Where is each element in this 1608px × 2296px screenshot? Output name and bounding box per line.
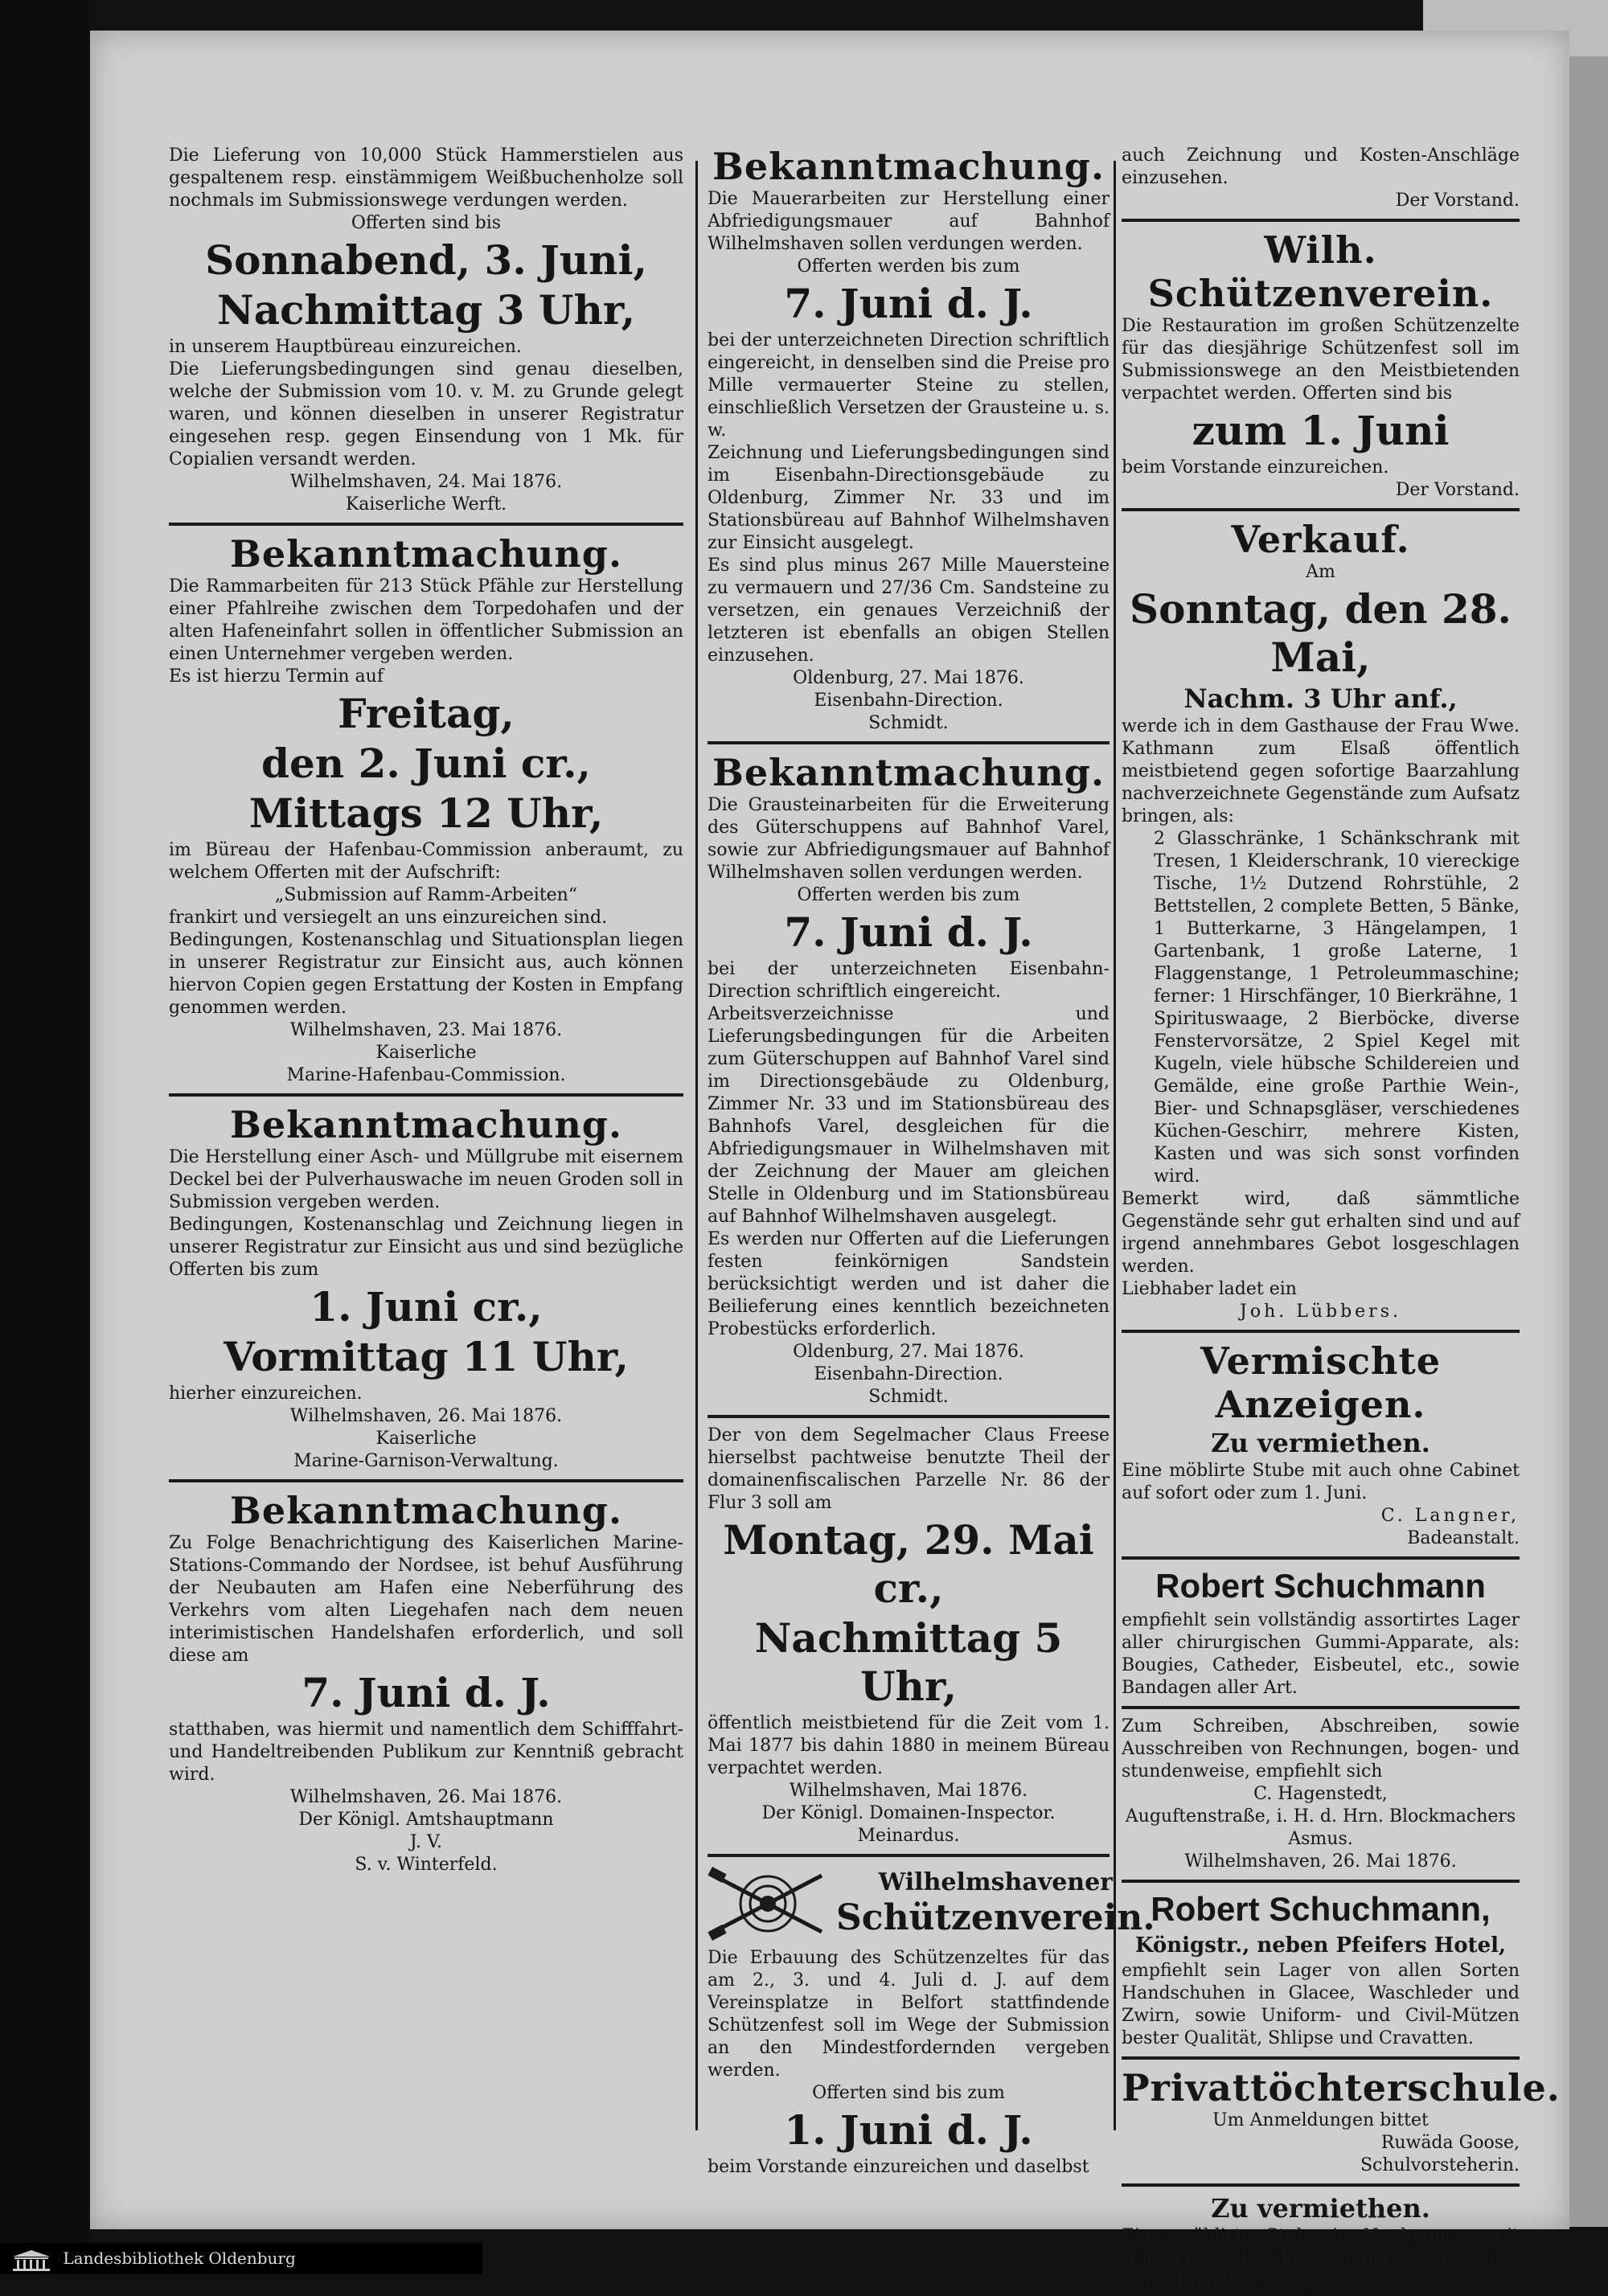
ad-signature: Der Königl. Amtshauptmann <box>298 1810 554 1830</box>
ad-signature: Der Vorstand. <box>1395 480 1520 500</box>
ad-place-date: Wilhelmshaven, Mai 1876. <box>789 1781 1028 1801</box>
ad-text: Zum Schreiben, Abschreiben, sowie Ausschreiben von Rechnungen, bogen- und stundenweise, empfiehlt sich <box>1122 1716 1520 1781</box>
ad-signature: Eisenbahn-Direction. <box>814 1364 1003 1384</box>
ad-verkauf <box>1122 518 1520 1323</box>
ad-signature: J. V. <box>409 1832 443 1852</box>
ad-heading: Verkauf. <box>1231 518 1410 561</box>
ad-text: bei der unterzeichneten Eisenbahn-Direction schriftlich eingereicht. <box>708 959 1110 1002</box>
ad-text: statthaben, was hiermit und namentlich dem Schifffahrt- und Handeltreibenden Publikum zur Kenntniß gebracht wird. <box>169 1720 683 1785</box>
ad-text: öffentlich meistbietend für die Zeit vom 1. Mai 1877 bis dahin 1880 in meinem Büreau verpachtet werden. <box>708 1713 1110 1778</box>
ad-time: Mittags 12 Uhr, <box>248 789 604 837</box>
ad-text: frankirt und versiegelt an uns einzureichen sind. <box>169 908 608 928</box>
ad-text: bei der unterzeichneten Direction schriftlich eingereicht, in denselben sind die Preise pro Mille vermauerter Steine zu stellen, einschließlich Versetzen der Grausteine u. s. w. <box>708 330 1110 441</box>
ad-text: beim Vorstande einzureichen und daselbst <box>708 2157 1089 2177</box>
ad-signature: Schulvorsteherin. <box>1360 2155 1520 2175</box>
ad-text: auch Zeichnung und Kosten-Anschläge einzusehen. <box>1122 146 1520 188</box>
ad-time: Nachmittag 3 Uhr, <box>216 286 636 334</box>
divider <box>1122 1880 1520 1883</box>
ad-date: 7. Juni d. J. <box>784 908 1033 956</box>
ad-place-date: Wilhelmshaven, 24. Mai 1876. <box>289 472 563 492</box>
ad-text: Um Anmeldungen bittet <box>1212 2110 1429 2130</box>
ad-address: Auguftenstraße, i. H. d. Hrn. Blockmachers Asmus. <box>1125 1806 1516 1849</box>
ad-heading: Privattöchterschule. <box>1122 2066 1561 2109</box>
ad-subheading: Zu vermiethen. <box>1211 1428 1430 1458</box>
ad-vermiethen-2 <box>1122 2193 1520 2293</box>
ad-heading: Robert Schuchmann <box>1155 1567 1486 1605</box>
ad-place-date: Wilhelmshaven, 26. Mai 1876. <box>289 1406 563 1426</box>
ad-vermischte <box>1122 1339 1520 1550</box>
ad-text: in unserem Hauptbüreau einzureichen. <box>169 337 522 357</box>
ad-text: Der von dem Segelmacher Claus Freese hierselbst pachtweise benutzte Theil der domainenfiscalischen Parzelle Nr. 86 der Flur 3 soll am <box>708 1425 1110 1513</box>
ad-signature: Badeanstalt. <box>1407 1528 1520 1548</box>
ad-text: Offerten sind bis zum <box>812 2083 1005 2103</box>
scanner-background <box>0 0 88 2274</box>
ad-text: empfiehlt sein Lager von allen Sorten Handschuhen in Glacee, Waschleder und Zwirn, sowie Uniform- und Civil-Mützen bester Qualität, Shlipse und Cravatten. <box>1122 1961 1520 2048</box>
ad-heading: Bekanntmachung. <box>230 1489 622 1532</box>
ad-date: 7. Juni d. J. <box>302 1669 551 1716</box>
ad-date: Freitag, <box>338 690 515 737</box>
ad-place-date: Oldenburg, 27. Mai 1876. <box>793 668 1024 688</box>
ad-signature: Joh. Lübbers. <box>1240 1302 1401 1322</box>
column-2 <box>708 145 1155 2182</box>
library-name: Landesbibliothek Oldenburg <box>63 2249 296 2268</box>
ad-text: Die Restauration im großen Schützenzelte für das diesjährige Schützenfest soll im Submissionswege an den Meistbietenden verpachtet werden. Offerten sind bis <box>1122 316 1520 404</box>
ad-text: Es ist hierzu Termin auf <box>169 666 384 687</box>
ad-heading: Bekanntmachung. <box>712 751 1105 794</box>
ad-toechterschule <box>1122 2066 1561 2177</box>
ad-text: hierher einzureichen. <box>169 1384 363 1404</box>
ad-muellgrube <box>169 1103 683 1473</box>
divider <box>708 1415 1110 1418</box>
ad-signature: Ruwäda Goose, <box>1380 2133 1520 2153</box>
divider <box>708 741 1110 744</box>
emblem-text <box>836 1868 1155 1939</box>
ad-mauerarbeiten <box>708 145 1110 735</box>
divider <box>1122 2183 1520 2187</box>
ad-text: Zu Folge Benachrichtigung des Kaiserlichen Marine-Stations-Commando der Nordsee, ist behuf Ausführung der Neubauten am Hafen eine Neberführung des Verkehrs vom alten Liegehafen nach dem neuen interimistischen Handelshafen erforderlich, und soll diese am <box>169 1533 683 1666</box>
ad-signature: Marine-Hafenbau-Commission. <box>286 1065 566 1085</box>
ad-subheading: Zu vermiethen. <box>1211 2193 1430 2224</box>
ad-text: Die Herstellung einer Asch- und Müllgrube mit eisernem Deckel bei der Pulverhauswache im neuen Groden soll in Submission vergeben werden. <box>169 1147 683 1212</box>
ad-date: Sonnabend, 3. Juni, <box>205 236 647 284</box>
ad-place-date: Wilhelmshaven, 26. Mai 1876. <box>289 1787 563 1807</box>
ad-text: Die Erbauung des Schützenzeltes für das am 2., 3. und 4. Juli d. J. auf dem Vereinsplatze in Belfort stattfindende Schützenfest soll im Wege der Submission an den Mindestfordernden vergeben werden. <box>708 1948 1110 2081</box>
ad-date: zum 1. Juni <box>1192 407 1450 454</box>
ad-text: Bedingungen, Kostenanschlag und Situationsplan liegen in unserer Registratur zur Einsicht aus, auch können hiervon Copien gegen Erstattung der Kosten in Empfang genommen werden. <box>169 930 683 1018</box>
ad-date: 1. Juni d. J. <box>784 2106 1033 2154</box>
ad-signature: C. Hagenstedt, <box>1253 1784 1388 1804</box>
ad-time: Vormittag 11 Uhr, <box>224 1333 629 1380</box>
ad-text: beim Vorstande einzureichen. <box>1122 457 1389 478</box>
divider <box>1122 1330 1520 1333</box>
divider <box>169 1479 683 1482</box>
divider <box>1122 2056 1520 2060</box>
ad-text: Es sind plus minus 267 Mille Mauersteine zu vermauern und 27/36 Cm. Sandsteine zu versetzen, ein genaues Verzeichniß der letzteren ist ebenfalls an obigen Stellen einzusehen. <box>708 556 1110 666</box>
ad-parzelle <box>708 1425 1110 1847</box>
ad-text: „Submission auf Ramm-Arbeiten“ <box>274 885 578 905</box>
ad-signature: Schmidt. <box>868 1387 949 1407</box>
ad-text: im Büreau der Hafenbau-Commission anberaumt, zu welchem Offerten mit der Aufschrift: <box>169 840 683 883</box>
ad-place-date: Oldenburg, 27. Mai 1876. <box>793 1342 1024 1362</box>
ad-heading: Robert Schuchmann, <box>1151 1890 1491 1928</box>
column-rule-2 <box>1114 161 1116 2130</box>
ad-place-date: Wilhelmshaven, 26. Mai 1876. <box>1184 1851 1457 1872</box>
divider <box>1122 1706 1520 1709</box>
ad-signature: Kaiserliche <box>375 1429 477 1449</box>
divider <box>708 1854 1110 1857</box>
ad-text: Es werden nur Offerten auf die Lieferungen festen feinkörnigen Sandstein berücksichtigt werden und ist daher die Beilieferung eines kenntlich bezeichneten Probestücks erforderlich. <box>708 1229 1110 1339</box>
emblem-row <box>708 1863 1155 1944</box>
ad-signature: Kaiserliche Werft. <box>345 494 507 515</box>
ad-signature: Der Vorstand. <box>1395 191 1520 211</box>
ad-signature: Eisenbahn-Direction. <box>814 691 1003 711</box>
ad-subheading: Königstr., neben Pfeifers Hotel, <box>1134 1933 1507 1958</box>
ad-text: Eine möblirte Stube in Neuheppens mit schöner Aussicht. Näheres in der Expedition des Tageblatts. <box>1122 2226 1520 2291</box>
ad-hagenstedt <box>1122 1716 1520 1873</box>
library-footer <box>0 2243 482 2274</box>
ad-text: werde ich in dem Gasthause der Frau Wwe. Kathmann zum Elsaß öffentlich meistbietend gegen sofortige Baarzahlung nachverzeichnete Gegenstände zum Aufsatz bringen, als: <box>1122 716 1520 826</box>
ad-text: Eine möblirte Stube mit auch ohne Cabinet auf sofort oder zum 1. Juni. <box>1122 1461 1520 1503</box>
ad-text: Die Lieferungsbedingungen sind genau dieselben, welche der Submission vom 10. v. M. zu Grunde gelegt waren, und können dieselben in unserer Registratur eingesehen resp. gegen Einsendung von 1 Mk. für Copialien versandt werden. <box>169 359 683 469</box>
divider <box>169 523 683 526</box>
ad-date: den 2. Juni cr., <box>261 740 591 787</box>
crossed-rifles-target-icon <box>708 1863 828 1944</box>
ad-verkehr <box>169 1489 683 1876</box>
ad-heading: Bekanntmachung. <box>230 1103 622 1146</box>
ad-rammarbeiten <box>169 532 683 1087</box>
column-rule-1 <box>695 161 698 2130</box>
ad-date: 7. Juni d. J. <box>784 280 1033 327</box>
ad-signature: S. v. Winterfeld. <box>355 1855 498 1875</box>
library-building-icon <box>11 2249 51 2271</box>
ad-schuetzenzelt <box>708 1863 1155 2179</box>
emblem-title-2: Schützenverein. <box>836 1897 1155 1938</box>
ad-time: Nachm. 3 Uhr anf., <box>1183 683 1458 714</box>
divider <box>1122 1556 1520 1560</box>
ad-signature: Der Königl. Domainen-Inspector. <box>761 1803 1056 1823</box>
ad-text: Am <box>1306 562 1335 582</box>
ad-text: Bemerkt wird, daß sämmtliche Gegenstände sehr gut erhalten sind und auf irgend annehmbares Gebot losgeschlagen werden. <box>1122 1189 1520 1277</box>
ad-grausteinarbeiten <box>708 751 1110 1408</box>
ad-date: 1. Juni cr., <box>310 1283 543 1330</box>
ad-text: Zeichnung und Lieferungsbedingungen sind im Eisenbahn-Directionsgebäude zu Oldenburg, Zimmer Nr. 33 und im Stationsbüreau auf Bahnhof Wilhelmshaven zur Einsicht ausgelegt. <box>708 443 1110 553</box>
ad-text: Offerten werden bis zum <box>797 256 1020 277</box>
ad-signature: Meinardus. <box>857 1826 960 1846</box>
ad-restauration <box>1122 228 1520 502</box>
ad-text: Arbeitsverzeichnisse und Lieferungsbedingungen für die Arbeiten zum Güterschuppen auf Bahnhof Varel sind im Directionsgebäude zu Oldenburg, Zimmer Nr. 33 und im Stationsbüreau des Bahnhofs Varel, desgleichen für die Abfriedigungsmauer in Wilhelmshaven mit der Zeichnung der Mauer am gleichen Stelle in Oldenburg und im Stationsbüreau auf Bahnhof Wilhelmshaven ausgelegt. <box>708 1004 1110 1227</box>
ad-time: Nachmittag 5 Uhr, <box>754 1614 1063 1710</box>
ad-schuchmann-1 <box>1122 1566 1520 1699</box>
ad-continuation <box>1122 145 1520 212</box>
ad-text: Die Rammarbeiten für 213 Stück Pfähle zur Herstellung einer Pfahlreihe zwischen dem Torpedohafen und der alten Hafeneinfahrt sollen in öffentlicher Submission an einen Unternehmer vergeben werden. <box>169 576 683 664</box>
ad-date: Montag, 29. Mai cr., <box>723 1516 1094 1612</box>
ad-text: Liebhaber ladet ein <box>1122 1279 1297 1299</box>
ad-text: Offerten werden bis zum <box>797 885 1020 905</box>
divider <box>1122 219 1520 222</box>
ad-date: Sonntag, den 28. Mai, <box>1130 585 1512 681</box>
ad-text: Die Lieferung von 10,000 Stück Hammerstielen aus gespaltenem resp. einstämmigem Weißbuchenholze soll nochmals im Submissionswege verdungen werden. <box>169 146 683 211</box>
emblem-title-1: Wilhelmshavener <box>878 1868 1113 1896</box>
ad-signature: Kaiserliche <box>375 1043 477 1063</box>
divider <box>169 1093 683 1097</box>
ad-heading: Wilh. Schützenverein. <box>1147 228 1494 315</box>
ad-signature: C. Langner, <box>1380 1506 1520 1526</box>
ad-text: Die Grausteinarbeiten für die Erweiterung des Güterschuppens auf Bahnhof Varel, sowie zur Abfriedigungsmauer auf Bahnhof Wilhelmshaven sollen verdungen werden. <box>708 795 1110 883</box>
ad-heading: Bekanntmachung. <box>712 145 1105 188</box>
ad-place-date: Wilhelmshaven, 23. Mai 1876. <box>289 1020 563 1040</box>
column-3 <box>1122 145 1561 2296</box>
ad-text: empfiehlt sein vollständig assortirtes Lager aller chirurgischen Gummi-Apparate, als: Bougies, Catheder, Eisbeutel, etc., sowie Bandagen aller Art. <box>1122 1610 1520 1698</box>
ad-signature: Schmidt. <box>868 713 949 733</box>
ad-hammerstiele <box>169 145 683 516</box>
column-1 <box>169 145 683 1880</box>
ad-heading: Bekanntmachung. <box>230 532 622 576</box>
ad-text: Die Mauerarbeiten zur Herstellung einer Abfriedigungsmauer auf Bahnhof Wilhelmshaven sollen verdungen werden. <box>708 189 1110 254</box>
ad-signature: Marine-Garnison-Verwaltung. <box>293 1451 559 1471</box>
ad-schuchmann-2 <box>1122 1889 1520 2050</box>
ad-item-list: 2 Glasschränke, 1 Schänkschrank mit Tresen, 1 Kleiderschrank, 10 viereckige Tische, 1½ Dutzend Rohrstühle, 2 Bettstellen, 2 complete Betten, 5 Bänke, 1 Butterkarne, 3 Hängelampen, 1 Gartenbank, 1 große Laterne, 1 Flaggenstange, 1 Petroleummaschine; ferner: 1 Hirschfänger, 10 Bierkrähne, 1 Spirituswaage, 2 Bierböcke, diverse Fenstervorsätze, 2 Spiel Kegel mit Kugeln, viele hübsche Schildereien und Gemälde, eine große Parthie Wein-, Bier- und Schnapsgläser, verschiedenes Küchen-Geschirr, mehrere Kisten, Kasten und was sich sonst vorfinden wird. <box>1154 829 1520 1187</box>
ad-text: Bedingungen, Kostenanschlag und Zeichnung liegen in unserer Registratur zur Einsicht aus und sind bezügliche Offerten bis zum <box>169 1215 683 1280</box>
divider <box>1122 508 1520 511</box>
section-heading: Vermischte Anzeigen. <box>1200 1339 1441 1426</box>
ad-text: Offerten sind bis <box>351 213 502 233</box>
page-edge-right <box>1569 56 1608 2227</box>
